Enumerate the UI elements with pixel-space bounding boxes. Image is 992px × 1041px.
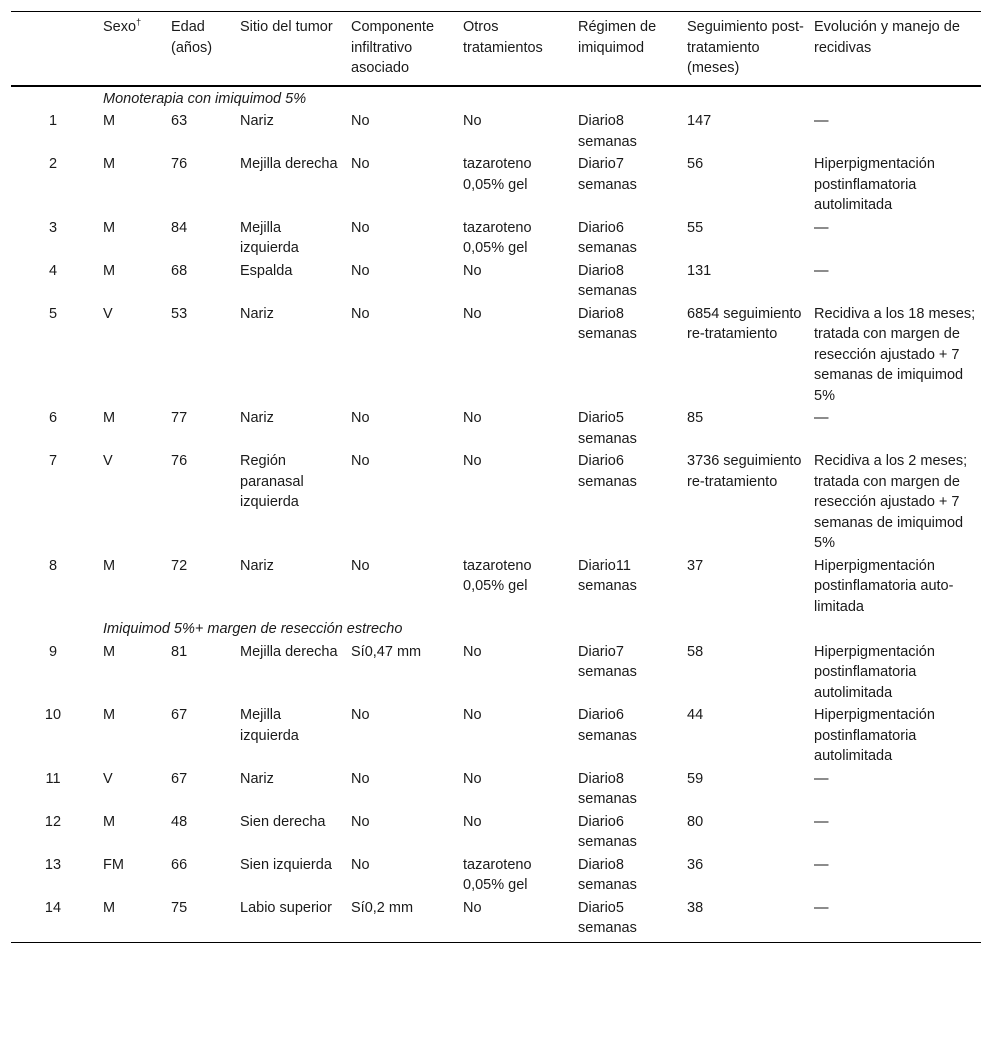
table-row xyxy=(11,640,981,704)
cell-evolucion: — xyxy=(814,770,829,787)
cell-regimen: Diario5 semanas xyxy=(578,410,637,447)
section-spacer xyxy=(11,617,99,640)
cell-sitio: Nariz xyxy=(240,557,274,574)
cell-regimen: Diario11 semanas xyxy=(578,557,637,594)
cell-otros-tratamientos: tazaroteno 0,05% gel xyxy=(463,557,532,594)
cell-row-number: 14 xyxy=(44,899,62,916)
cell-componente: No xyxy=(351,262,370,279)
cell-edad: 81 xyxy=(171,643,188,660)
cell-sitio: Nariz xyxy=(240,770,274,787)
cell-otros-tratamientos: tazaroteno 0,05% gel xyxy=(463,856,532,893)
cell-sexo: V xyxy=(103,453,113,469)
cell-sexo: V xyxy=(103,305,113,322)
cell-edad: 76 xyxy=(171,453,188,469)
cell-componente: No xyxy=(351,770,370,787)
cell-seguimiento: 36 xyxy=(687,856,704,873)
cell-componente: No xyxy=(351,856,370,873)
cell-otros-tratamientos: No xyxy=(463,770,482,787)
cell-componente: No xyxy=(351,156,370,172)
cell-seguimiento: 131 xyxy=(687,262,712,279)
cell-regimen: Diario8 semanas xyxy=(578,770,637,807)
table-row xyxy=(11,767,981,810)
cell-edad: 68 xyxy=(171,262,188,279)
cell-edad: 63 xyxy=(171,113,188,129)
table-row xyxy=(11,449,981,554)
cell-sitio: Nariz xyxy=(240,410,274,426)
cell-sitio: Región paranasal izquierda xyxy=(240,453,304,510)
cell-otros-tratamientos: No xyxy=(463,643,482,660)
sexo-footnote-mark: † xyxy=(136,17,142,28)
cell-evolucion: Hiperpigmentación postinflamatoria autolimitada xyxy=(814,156,935,213)
cell-row-number: 2 xyxy=(48,156,58,172)
table-container xyxy=(11,11,981,943)
cell-componente: Sí0,47 mm xyxy=(351,643,422,660)
cell-seguimiento: 37 xyxy=(687,557,704,574)
cell-regimen: Diario7 semanas xyxy=(578,643,637,680)
cell-edad: 84 xyxy=(171,219,188,236)
cell-row-number: 4 xyxy=(48,262,58,279)
table-row xyxy=(11,810,981,853)
cell-edad: 66 xyxy=(171,856,188,873)
cell-edad: 77 xyxy=(171,410,188,426)
cell-sitio: Sien izquierda xyxy=(240,856,332,873)
cell-seguimiento: 6854 seguimiento re-tratamiento xyxy=(687,305,802,342)
cell-sexo: FM xyxy=(103,856,124,873)
cell-edad: 67 xyxy=(171,770,188,787)
table-row xyxy=(11,554,981,618)
cell-sexo: M xyxy=(103,219,116,236)
cell-regimen: Diario6 semanas xyxy=(578,453,637,490)
cell-edad: 48 xyxy=(171,813,188,830)
cell-regimen: Diario8 semanas xyxy=(578,262,637,299)
cell-row-number: 3 xyxy=(48,219,58,236)
cell-regimen: Diario8 semanas xyxy=(578,856,637,893)
cell-sexo: M xyxy=(103,262,116,279)
cell-row-number: 12 xyxy=(44,813,62,830)
cell-otros-tratamientos: No xyxy=(463,453,482,469)
table-row xyxy=(11,703,981,767)
cell-row-number: 9 xyxy=(48,643,58,660)
cell-edad: 53 xyxy=(171,305,188,322)
table-row xyxy=(11,152,981,216)
section-title: Monoterapia con imiquimod 5% xyxy=(103,90,307,107)
cell-seguimiento: 56 xyxy=(687,156,704,172)
table-header xyxy=(11,12,981,86)
cell-seguimiento: 55 xyxy=(687,219,704,236)
cell-sexo: M xyxy=(103,156,116,172)
cell-componente: No xyxy=(351,453,370,469)
header-evolucion: Evolución y manejo de recidivas xyxy=(814,19,960,56)
cell-sexo: M xyxy=(103,899,116,916)
cell-edad: 75 xyxy=(171,899,188,916)
cell-evolucion: — xyxy=(814,262,829,279)
patients-table xyxy=(11,11,981,943)
section-row xyxy=(11,86,981,110)
cell-regimen: Diario6 semanas xyxy=(578,813,637,850)
cell-otros-tratamientos: No xyxy=(463,410,482,426)
cell-sexo: M xyxy=(103,410,116,426)
cell-sexo: M xyxy=(103,113,116,129)
cell-seguimiento: 58 xyxy=(687,643,704,660)
cell-otros-tratamientos: No xyxy=(463,113,482,129)
cell-row-number: 13 xyxy=(44,856,62,873)
cell-row-number: 6 xyxy=(48,410,58,426)
cell-sitio: Mejilla derecha xyxy=(240,156,338,172)
cell-edad: 67 xyxy=(171,707,188,723)
cell-otros-tratamientos: No xyxy=(463,305,482,322)
cell-seguimiento: 44 xyxy=(687,707,704,723)
section-spacer xyxy=(11,86,99,110)
cell-evolucion: — xyxy=(814,113,829,129)
cell-seguimiento: 3736 seguimiento re-tratamiento xyxy=(687,453,802,490)
cell-componente: No xyxy=(351,707,370,723)
cell-componente: No xyxy=(351,219,370,236)
cell-seguimiento: 80 xyxy=(687,813,704,830)
cell-edad: 76 xyxy=(171,156,188,172)
cell-evolucion: — xyxy=(814,856,829,873)
cell-componente: No xyxy=(351,113,370,129)
cell-evolucion: — xyxy=(814,410,829,426)
cell-otros-tratamientos: tazaroteno 0,05% gel xyxy=(463,156,532,193)
cell-otros-tratamientos: tazaroteno 0,05% gel xyxy=(463,219,532,256)
cell-regimen: Diario5 semanas xyxy=(578,899,637,936)
cell-sitio: Nariz xyxy=(240,305,274,322)
cell-evolucion: — xyxy=(814,219,829,236)
table-row xyxy=(11,853,981,896)
section-row xyxy=(11,617,981,640)
cell-evolucion: Recidiva a los 18 meses; tratada con margen de resección ajustado + 7 semanas de imiquimod 5% xyxy=(814,305,976,404)
cell-evolucion: — xyxy=(814,813,829,830)
cell-sitio: Sien derecha xyxy=(240,813,326,830)
header-sexo-label: Sexo xyxy=(103,19,137,35)
cell-evolucion: Hiperpigmentación postinflamatoria autolimitada xyxy=(814,643,935,701)
cell-row-number: 5 xyxy=(48,305,58,322)
cell-sitio: Nariz xyxy=(240,113,274,129)
cell-sexo: M xyxy=(103,707,116,723)
cell-componente: No xyxy=(351,410,370,426)
cell-sexo: M xyxy=(103,813,116,830)
cell-sitio: Mejilla izquierda xyxy=(240,707,299,744)
cell-seguimiento: 59 xyxy=(687,770,704,787)
header-sitio: Sitio del tumor xyxy=(240,19,333,35)
cell-sitio: Mejilla izquierda xyxy=(240,219,299,256)
cell-seguimiento: 38 xyxy=(687,899,704,916)
cell-row-number: 8 xyxy=(48,557,58,574)
header-componente: Componente infiltrativo asociado xyxy=(351,19,435,76)
header-sexo xyxy=(99,12,167,86)
header-seguimiento: Seguimiento post-tratamiento (meses) xyxy=(687,19,804,76)
header-index xyxy=(11,12,99,86)
cell-sexo: V xyxy=(103,770,113,787)
cell-edad: 72 xyxy=(171,557,188,574)
cell-componente: No xyxy=(351,557,370,574)
cell-row-number: 1 xyxy=(48,113,58,129)
cell-regimen: Diario7 semanas xyxy=(578,156,637,193)
cell-otros-tratamientos: No xyxy=(463,813,482,830)
cell-evolucion: — xyxy=(814,899,829,916)
cell-evolucion: Hiperpigmentación postinflamatoria autolimitada xyxy=(814,707,935,764)
cell-regimen: Diario6 semanas xyxy=(578,707,637,744)
header-row xyxy=(11,12,981,86)
cell-componente: Sí0,2 mm xyxy=(351,899,414,916)
cell-seguimiento: 147 xyxy=(687,113,712,129)
cell-otros-tratamientos: No xyxy=(463,899,482,916)
cell-sitio: Espalda xyxy=(240,262,293,279)
cell-row-number: 7 xyxy=(48,453,58,469)
cell-componente: No xyxy=(351,305,370,322)
section-title: Imiquimod 5%+ margen de resección estrecho xyxy=(103,621,403,637)
header-regimen: Régimen de imiquimod xyxy=(578,19,657,56)
cell-evolucion: Hiperpigmentación postinflamatoria auto-limitada xyxy=(814,557,954,615)
cell-row-number: 10 xyxy=(44,707,62,723)
table-row xyxy=(11,259,981,302)
cell-sitio: Labio superior xyxy=(240,899,332,916)
cell-evolucion: Recidiva a los 2 meses; tratada con margen de resección ajustado + 7 semanas de imiquimod 5% xyxy=(814,453,968,551)
cell-sexo: M xyxy=(103,643,116,660)
table-row xyxy=(11,406,981,449)
cell-sexo: M xyxy=(103,557,116,574)
cell-sitio: Mejilla derecha xyxy=(240,643,338,660)
header-otros: Otros tratamientos xyxy=(463,19,543,56)
table-body xyxy=(11,86,981,943)
cell-row-number: 11 xyxy=(45,770,61,787)
cell-seguimiento: 85 xyxy=(687,410,704,426)
cell-otros-tratamientos: No xyxy=(463,707,482,723)
cell-regimen: Diario6 semanas xyxy=(578,219,637,256)
table-row xyxy=(11,216,981,259)
cell-otros-tratamientos: No xyxy=(463,262,482,279)
cell-componente: No xyxy=(351,813,370,830)
cell-regimen: Diario8 semanas xyxy=(578,113,637,150)
cell-regimen: Diario8 semanas xyxy=(578,305,637,342)
header-edad: Edad (años) xyxy=(171,19,213,56)
table-row xyxy=(11,302,981,407)
table-row xyxy=(11,109,981,152)
table-row xyxy=(11,896,981,943)
